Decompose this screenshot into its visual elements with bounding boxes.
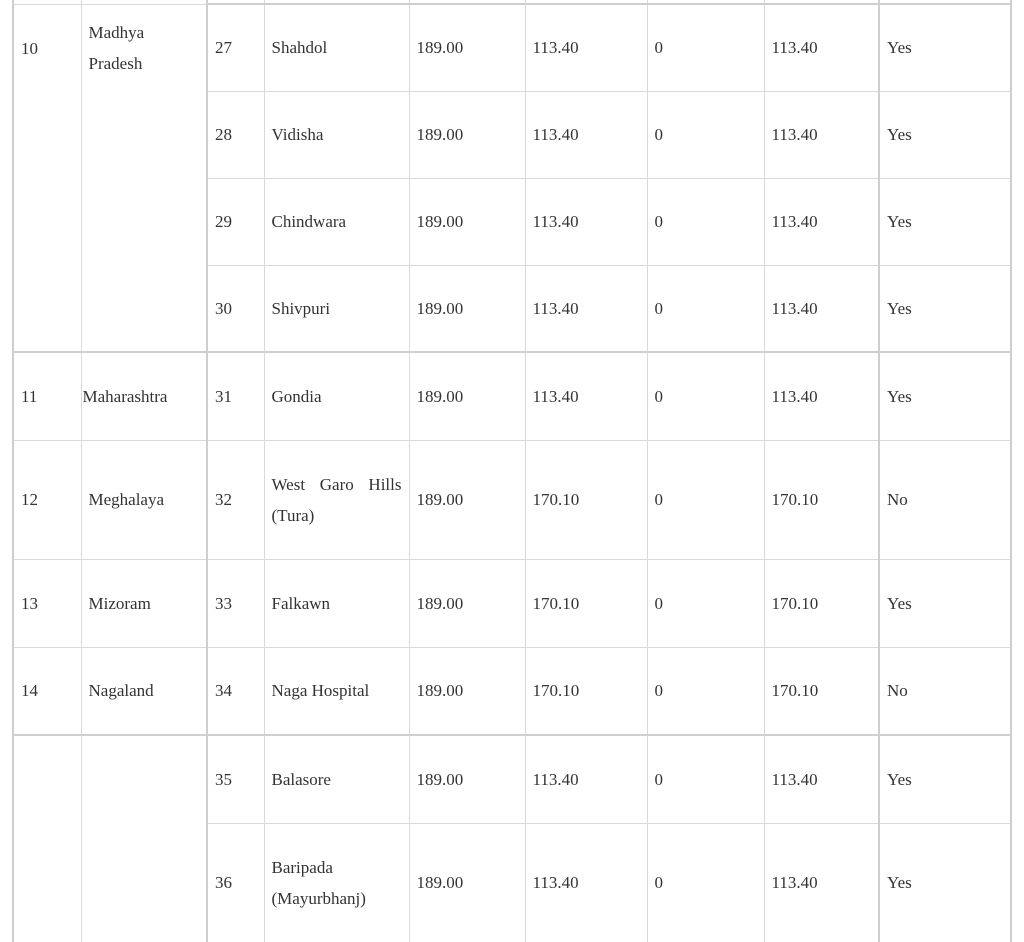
value-cell-1: 189.00 — [409, 4, 525, 91]
table-row — [13, 352, 1011, 440]
status-cell: No — [879, 440, 1011, 559]
value-cell-1: 189.00 — [409, 823, 525, 942]
serial-number-cell — [13, 735, 81, 942]
value-cell-3: 0 — [647, 4, 764, 91]
table-row — [13, 4, 1011, 91]
value-cell-3: 0 — [647, 823, 764, 942]
value-cell-2: 113.40 — [525, 91, 647, 178]
row-id-cell: 31 — [207, 352, 264, 440]
row-id-cell: 33 — [207, 559, 264, 647]
data-table-container — [12, 0, 1010, 942]
value-cell-3: 0 — [647, 559, 764, 647]
state-name-cell: Maharashtra — [81, 352, 207, 440]
row-id-cell: 34 — [207, 647, 264, 735]
serial-number-cell: 14 — [13, 647, 81, 735]
value-cell-4: 170.10 — [764, 440, 879, 559]
value-cell-2: 113.40 — [525, 265, 647, 352]
row-id-cell: 35 — [207, 735, 264, 823]
value-cell-3: 0 — [647, 178, 764, 265]
value-cell-1: 189.00 — [409, 647, 525, 735]
hospital-name-cell: Chindwara — [264, 178, 409, 265]
value-cell-1: 189.00 — [409, 735, 525, 823]
value-cell-1: 189.00 — [409, 178, 525, 265]
status-cell: Yes — [879, 823, 1011, 942]
value-cell-3: 0 — [647, 352, 764, 440]
value-cell-2: 113.40 — [525, 735, 647, 823]
value-cell-1: 189.00 — [409, 352, 525, 440]
value-cell-2: 170.10 — [525, 559, 647, 647]
status-cell: Yes — [879, 91, 1011, 178]
hospital-name-cell: Shivpuri — [264, 265, 409, 352]
row-id-cell: 28 — [207, 91, 264, 178]
table-row — [13, 647, 1011, 735]
state-name-cell: Nagaland — [81, 647, 207, 735]
value-cell-1: 189.00 — [409, 91, 525, 178]
value-cell-2: 113.40 — [525, 352, 647, 440]
value-cell-1: 189.00 — [409, 265, 525, 352]
row-id-cell: 32 — [207, 440, 264, 559]
value-cell-3: 0 — [647, 265, 764, 352]
state-name-cell: Madhya Pradesh — [81, 4, 207, 352]
value-cell-4: 113.40 — [764, 178, 879, 265]
status-cell: Yes — [879, 735, 1011, 823]
serial-number-cell: 12 — [13, 440, 81, 559]
status-cell: Yes — [879, 352, 1011, 440]
state-name-cell: Meghalaya — [81, 440, 207, 559]
value-cell-3: 0 — [647, 440, 764, 559]
value-cell-1: 189.00 — [409, 440, 525, 559]
status-cell: No — [879, 647, 1011, 735]
value-cell-4: 113.40 — [764, 823, 879, 942]
row-id-cell: 30 — [207, 265, 264, 352]
value-cell-2: 113.40 — [525, 178, 647, 265]
status-cell: Yes — [879, 178, 1011, 265]
row-id-cell: 27 — [207, 4, 264, 91]
value-cell-3: 0 — [647, 735, 764, 823]
value-cell-4: 113.40 — [764, 352, 879, 440]
hospital-name-cell: Baripada (Mayurbhanj) — [264, 823, 409, 942]
value-cell-4: 170.10 — [764, 647, 879, 735]
hospital-name-cell: Shahdol — [264, 4, 409, 91]
hospital-allocation-table — [12, 0, 1012, 942]
value-cell-2: 170.10 — [525, 647, 647, 735]
value-cell-4: 113.40 — [764, 91, 879, 178]
hospital-name-cell: Vidisha — [264, 91, 409, 178]
value-cell-1: 189.00 — [409, 559, 525, 647]
value-cell-4: 170.10 — [764, 559, 879, 647]
value-cell-4: 113.40 — [764, 4, 879, 91]
value-cell-3: 0 — [647, 91, 764, 178]
row-id-cell: 36 — [207, 823, 264, 942]
state-name-cell: Mizoram — [81, 559, 207, 647]
hospital-name-cell: Naga Hospital — [264, 647, 409, 735]
status-cell: Yes — [879, 265, 1011, 352]
serial-number-cell: 13 — [13, 559, 81, 647]
table-row — [13, 735, 1011, 823]
value-cell-4: 113.40 — [764, 265, 879, 352]
value-cell-3: 0 — [647, 647, 764, 735]
hospital-name-cell: Balasore — [264, 735, 409, 823]
status-cell: Yes — [879, 559, 1011, 647]
hospital-name-cell: Falkawn — [264, 559, 409, 647]
value-cell-4: 113.40 — [764, 735, 879, 823]
hospital-name-cell: West Garo Hills (Tura) — [264, 440, 409, 559]
hospital-name-cell: Gondia — [264, 352, 409, 440]
value-cell-2: 170.10 — [525, 440, 647, 559]
table-row — [13, 559, 1011, 647]
status-cell: Yes — [879, 4, 1011, 91]
table-row — [13, 440, 1011, 559]
serial-number-cell: 10 — [13, 4, 81, 352]
value-cell-2: 113.40 — [525, 823, 647, 942]
serial-number-cell: 11 — [13, 352, 81, 440]
state-name-cell — [81, 735, 207, 942]
value-cell-2: 113.40 — [525, 4, 647, 91]
row-id-cell: 29 — [207, 178, 264, 265]
